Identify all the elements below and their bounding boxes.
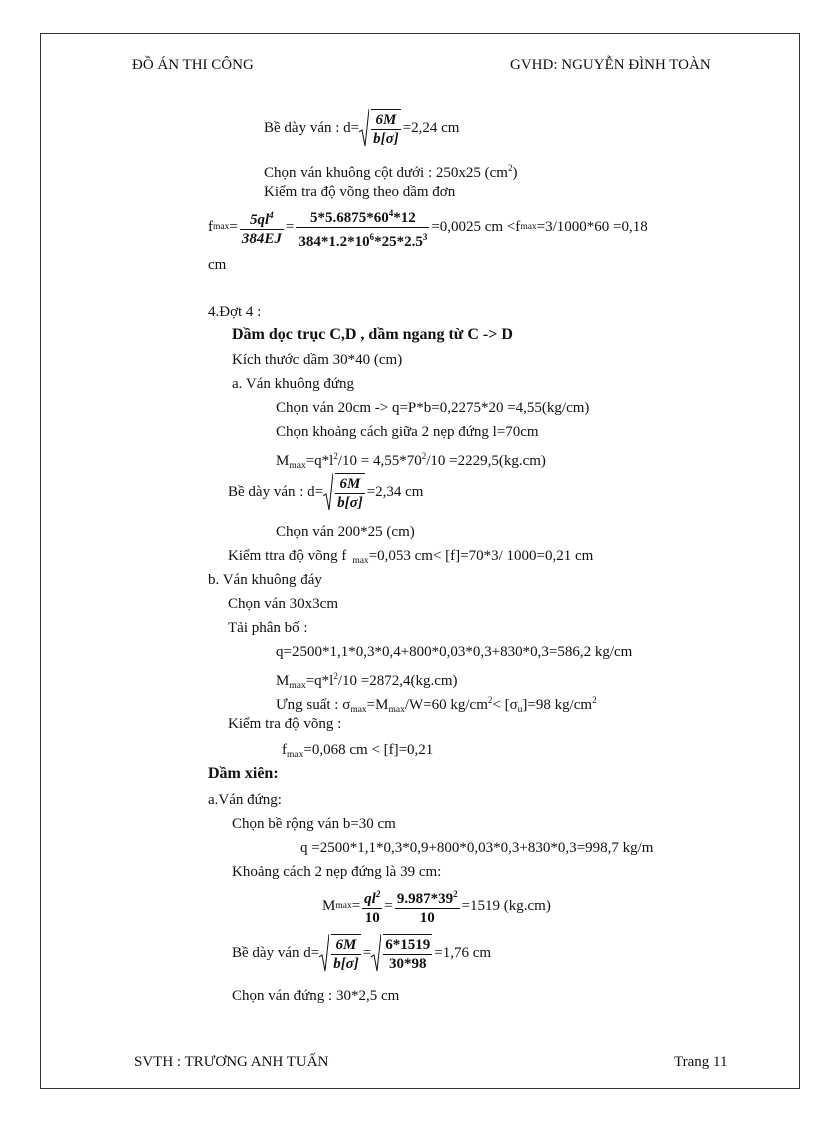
subsection-b: b. Ván khuông đáy: [208, 572, 322, 588]
text: /10 =2872,4(kg.cm): [337, 673, 458, 689]
line-x1: Chọn bề rộng ván b=30 cm: [232, 816, 396, 832]
denominator: b[σ]: [337, 494, 363, 511]
line-a2: Chọn khoảng cách giữa 2 nẹp đứng l=70cm: [276, 424, 539, 440]
sup: 6: [369, 231, 375, 242]
text: /W=60 kg/cm: [404, 697, 488, 713]
sub: max: [287, 750, 304, 760]
sup: 2: [333, 451, 338, 461]
numerator: 6*1519: [385, 936, 431, 953]
text: *25*2.5: [374, 233, 423, 250]
result: =2,34 cm: [366, 484, 424, 500]
text: Bề dày ván d=: [232, 945, 320, 961]
fraction: [331, 934, 361, 973]
line-x2: q =2500*1,1*0,3*0,9+800*0,03*0,3+830*0,3=998,7 kg/m: [300, 840, 654, 856]
denominator: 30*98: [388, 955, 427, 972]
text: =q*l: [305, 453, 334, 469]
fraction: [395, 885, 460, 927]
sqrt-symbol: [319, 933, 363, 973]
sub: u: [517, 705, 523, 715]
deflection-check-line: Kiểm tra độ võng theo dầm đơn: [264, 184, 456, 200]
text: ql: [364, 891, 376, 907]
sub: max: [352, 556, 369, 566]
text: =3/1000*60 =0,18: [536, 219, 648, 235]
fraction: [296, 204, 429, 251]
sup: 2: [592, 695, 597, 705]
text: f: [208, 219, 213, 235]
sup: 4: [388, 207, 394, 218]
page-number: Trang 11: [674, 1054, 728, 1070]
text: f: [282, 742, 287, 758]
sup: 2: [333, 671, 338, 681]
numerator: [240, 206, 284, 230]
line-b1: Chọn ván 30x3cm: [228, 596, 338, 612]
text: *12: [393, 209, 416, 226]
text: M: [322, 898, 336, 914]
line-x3: Khoảng cách 2 nẹp đứng là 39 cm:: [232, 864, 442, 880]
text: Bề dày ván : d=: [264, 120, 360, 136]
line-b6: Kiểm tra độ võng :: [228, 716, 342, 732]
denominator: b[σ]: [373, 130, 399, 147]
text: /10 =2229,5(kg.cm): [426, 453, 546, 469]
choose-formwork-line: [264, 158, 517, 183]
sub: max: [213, 222, 230, 232]
text: =0,053 cm< [f]=70*3/ 1000=0,21 cm: [368, 548, 594, 564]
numerator: [296, 204, 429, 228]
text: 9.987*39: [396, 891, 454, 907]
text: Ưng suất : σ: [276, 697, 351, 713]
denominator: 10: [419, 910, 435, 926]
fmax-formula: [208, 206, 648, 248]
text: =0,0025 cm <f: [431, 219, 521, 235]
denominator: b[σ]: [333, 955, 359, 972]
section-subtitle: Dầm dọc trục C,D , dầm ngang từ C -> D: [232, 326, 513, 343]
sqrt-symbol: [371, 933, 434, 973]
sub: max: [350, 705, 367, 715]
denominator: [296, 228, 429, 251]
fraction: [335, 473, 365, 512]
sub: max: [388, 705, 405, 715]
sup: 2: [375, 889, 381, 899]
text: Bề dày ván : d=: [228, 484, 324, 500]
numerator: [395, 885, 460, 909]
thickness-formula-2: [228, 472, 423, 512]
numerator: 6M: [335, 475, 365, 494]
beam-size: Kích thước dầm 30*40 (cm): [232, 352, 403, 368]
sup: 2: [507, 163, 513, 173]
header-right: GVHD: NGUYỄN ĐÌNH TOÀN: [510, 57, 711, 73]
result: =1,76 cm: [434, 945, 492, 961]
section-title: 4.Đợt 4 :: [208, 304, 262, 320]
result: =2,24 cm: [402, 120, 460, 136]
choose-formwork: Chọn ván 200*25 (cm): [276, 524, 415, 540]
denominator: 10: [364, 910, 380, 926]
text: =: [384, 898, 393, 914]
moment-formula: [322, 884, 551, 928]
sup: 4: [269, 210, 274, 220]
text: Kiểm ttra độ võng f: [228, 548, 347, 564]
thickness-formula-3: [232, 932, 491, 974]
line-b2: Tải phân bố :: [228, 620, 308, 636]
subsection-a: a.Ván đứng:: [208, 792, 282, 808]
header-left: ĐỒ ÁN THI CÔNG: [132, 57, 254, 73]
footer-left: SVTH : TRƯƠNG ANH TUẤN: [134, 1054, 329, 1070]
text: 384*1.2*10: [298, 233, 370, 250]
subsection-a: a. Ván khuông đứng: [232, 376, 355, 392]
denominator: 384EJ: [241, 231, 282, 247]
choose-vertical-formwork: Chọn ván đứng : 30*2,5 cm: [232, 988, 400, 1004]
line-b3: q=2500*1,1*0,3*0,4+800*0,03*0,3+830*0,3=586,2 kg/cm: [276, 644, 633, 660]
sup: 2: [421, 451, 427, 461]
text: =q*l: [305, 673, 334, 689]
fraction: [362, 885, 382, 927]
thickness-formula-1: [264, 108, 459, 148]
inclined-beam-title: Dầm xiên:: [208, 765, 279, 782]
line-a1: Chọn ván 20cm -> q=P*b=0,2275*20 =4,55(kg/cm): [276, 400, 590, 416]
text: ]=98 kg/cm: [522, 697, 593, 713]
numerator: 6M: [371, 111, 401, 130]
sup: 2: [453, 889, 458, 899]
unit-cm: cm: [208, 257, 227, 273]
text: Chọn ván khuông cột dưới : 250x25 (cm: [264, 165, 508, 181]
text: M: [276, 453, 290, 469]
text: =: [285, 219, 295, 235]
text: ): [512, 165, 518, 181]
fraction: [240, 206, 284, 248]
numerator: [362, 885, 382, 909]
text: =: [362, 945, 372, 961]
numerator: 6M: [331, 936, 361, 955]
sqrt-symbol: [359, 108, 403, 148]
sub: max: [520, 222, 537, 232]
line-b7: [282, 740, 433, 765]
sup: 3: [422, 231, 428, 242]
fraction: [371, 109, 401, 148]
text: =0,068 cm < [f]=0,21: [303, 742, 434, 758]
text: =: [229, 219, 238, 235]
text: 5ql: [250, 212, 270, 228]
sub: max: [335, 901, 352, 911]
fraction: [383, 934, 432, 973]
sub: max: [289, 681, 306, 691]
text: < [σ: [492, 697, 518, 713]
text: =: [351, 898, 361, 914]
deflection-check: [228, 546, 593, 571]
text: 5*5.6875*60: [309, 209, 389, 226]
sqrt-symbol: [323, 472, 367, 512]
text: /10 = 4,55*70: [337, 453, 422, 469]
result: =1519 (kg.cm): [461, 898, 551, 914]
sub: max: [289, 461, 306, 471]
text: =M: [366, 697, 389, 713]
text: M: [276, 673, 290, 689]
sup: 2: [487, 695, 493, 705]
